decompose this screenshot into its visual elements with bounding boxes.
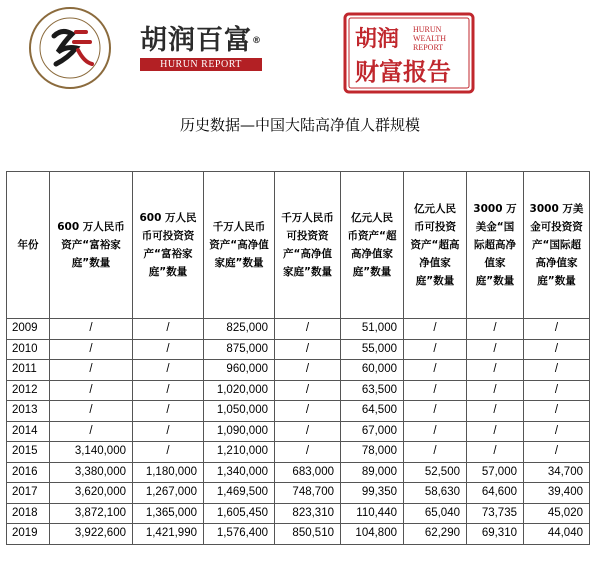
table-cell: 62,290 xyxy=(404,524,467,545)
table-cell: / xyxy=(275,380,341,401)
table-header-row xyxy=(7,172,590,319)
year-cell: 2018 xyxy=(7,503,50,524)
column-header xyxy=(50,172,133,319)
column-header xyxy=(204,172,275,319)
hurun-report-brand-logo xyxy=(140,26,290,76)
table-cell: 960,000 xyxy=(204,360,275,381)
table-row xyxy=(7,462,590,483)
table-cell: 65,040 xyxy=(404,503,467,524)
column-header-label: 千万人民币可投资资产“高净值家庭”数量 xyxy=(281,212,334,278)
table-cell: 1,469,500 xyxy=(204,483,275,504)
table-cell: 99,350 xyxy=(341,483,404,504)
table-row xyxy=(7,380,590,401)
svg-text:HURUN: HURUN xyxy=(413,25,442,34)
column-header-label: 600 万人民币可投资资产“富裕家庭”数量 xyxy=(139,212,197,278)
table-cell: 825,000 xyxy=(204,319,275,340)
table-cell: / xyxy=(133,339,204,360)
column-header-label: 年份 xyxy=(17,239,39,251)
table-cell: 51,000 xyxy=(341,319,404,340)
brand-cn-text: 胡润百富 xyxy=(140,25,252,56)
column-header xyxy=(275,172,341,319)
svg-text:财富报告: 财富报告 xyxy=(355,57,451,86)
table-cell: 104,800 xyxy=(341,524,404,545)
table-cell: 1,421,990 xyxy=(133,524,204,545)
table-cell: 69,310 xyxy=(467,524,524,545)
table-cell: / xyxy=(50,319,133,340)
table-cell: 55,000 xyxy=(341,339,404,360)
column-header xyxy=(467,172,524,319)
table-cell: / xyxy=(404,421,467,442)
table-cell: 1,210,000 xyxy=(204,442,275,463)
table-cell: 1,020,000 xyxy=(204,380,275,401)
table-cell: 64,600 xyxy=(467,483,524,504)
table-cell: / xyxy=(467,421,524,442)
table-cell: 1,340,000 xyxy=(204,462,275,483)
table-cell: 73,735 xyxy=(467,503,524,524)
table-cell: 44,040 xyxy=(524,524,590,545)
table-cell: 3,140,000 xyxy=(50,442,133,463)
table-cell: / xyxy=(275,339,341,360)
table-cell: 3,620,000 xyxy=(50,483,133,504)
table-cell: / xyxy=(275,360,341,381)
table-cell: 1,365,000 xyxy=(133,503,204,524)
table-cell: 1,050,000 xyxy=(204,401,275,422)
table-cell: / xyxy=(133,421,204,442)
table-row xyxy=(7,421,590,442)
table-cell: 45,020 xyxy=(524,503,590,524)
column-header-label: 亿元人民币资产“超高净值家庭”数量 xyxy=(347,212,397,278)
table-cell: / xyxy=(467,380,524,401)
table-cell: / xyxy=(275,401,341,422)
table-cell: / xyxy=(50,339,133,360)
year-cell: 2019 xyxy=(7,524,50,545)
table-row xyxy=(7,442,590,463)
table-cell: / xyxy=(133,380,204,401)
table-cell: / xyxy=(133,401,204,422)
table-cell: / xyxy=(467,319,524,340)
hurun-wealth-report-stamp-logo xyxy=(343,12,475,94)
column-header-label: 3000 万美金可投资资产“国际超高净值家庭”数量 xyxy=(529,203,584,287)
column-header xyxy=(341,172,404,319)
table-cell: 3,922,600 xyxy=(50,524,133,545)
table-cell: / xyxy=(524,401,590,422)
table-cell: 748,700 xyxy=(275,483,341,504)
column-header-label: 600 万人民币资产“富裕家庭”数量 xyxy=(57,221,125,269)
table-cell: 3,380,000 xyxy=(50,462,133,483)
table-cell: / xyxy=(404,442,467,463)
svg-text:REPORT: REPORT xyxy=(413,43,444,52)
brand-en-text: HURUN REPORT xyxy=(140,58,262,71)
svg-text:WEALTH: WEALTH xyxy=(413,34,447,43)
table-cell: / xyxy=(275,442,341,463)
year-cell: 2014 xyxy=(7,421,50,442)
header xyxy=(0,0,600,100)
table-cell: 1,267,000 xyxy=(133,483,204,504)
column-header xyxy=(133,172,204,319)
year-cell: 2009 xyxy=(7,319,50,340)
table-row xyxy=(7,483,590,504)
page-title: 历史数据—中国大陆高净值人群规模 xyxy=(179,116,420,134)
table-cell: / xyxy=(133,360,204,381)
table-cell: 1,090,000 xyxy=(204,421,275,442)
year-cell: 2012 xyxy=(7,380,50,401)
year-cell: 2011 xyxy=(7,360,50,381)
table-cell: / xyxy=(50,401,133,422)
table-cell: 1,180,000 xyxy=(133,462,204,483)
table-cell: / xyxy=(404,360,467,381)
table-cell: / xyxy=(404,339,467,360)
table-cell: / xyxy=(467,442,524,463)
table-cell: / xyxy=(133,442,204,463)
hurun-20th-anniversary-logo xyxy=(14,6,126,90)
table-cell: 52,500 xyxy=(404,462,467,483)
table-cell: / xyxy=(404,319,467,340)
table-cell: / xyxy=(524,319,590,340)
table-cell: / xyxy=(524,360,590,381)
table-cell: 67,000 xyxy=(341,421,404,442)
table-cell: / xyxy=(404,380,467,401)
column-header xyxy=(404,172,467,319)
table-cell: / xyxy=(404,401,467,422)
table-row xyxy=(7,524,590,545)
table-cell: 64,500 xyxy=(341,401,404,422)
table-cell: 60,000 xyxy=(341,360,404,381)
hnw-population-table xyxy=(6,171,590,545)
table-row xyxy=(7,401,590,422)
table-cell: / xyxy=(524,380,590,401)
table-row xyxy=(7,339,590,360)
svg-text:胡润: 胡润 xyxy=(355,26,400,52)
registered-mark: ® xyxy=(252,36,262,46)
table-cell: 63,500 xyxy=(341,380,404,401)
table-cell: 683,000 xyxy=(275,462,341,483)
year-cell: 2016 xyxy=(7,462,50,483)
column-header-label: 3000 万美金“国际超高净值家庭”数量 xyxy=(473,203,517,287)
year-cell: 2015 xyxy=(7,442,50,463)
table-cell: / xyxy=(133,319,204,340)
table-cell: / xyxy=(275,421,341,442)
table-cell: 89,000 xyxy=(341,462,404,483)
table-cell: 57,000 xyxy=(467,462,524,483)
table-row xyxy=(7,360,590,381)
column-header-label: 千万人民币资产“高净值家庭”数量 xyxy=(209,221,269,269)
table-cell: 823,310 xyxy=(275,503,341,524)
table-cell: / xyxy=(524,339,590,360)
table-cell: / xyxy=(50,421,133,442)
table-cell: / xyxy=(50,360,133,381)
table-cell: / xyxy=(467,360,524,381)
table-cell: 58,630 xyxy=(404,483,467,504)
table-cell: 1,576,400 xyxy=(204,524,275,545)
year-cell: 2013 xyxy=(7,401,50,422)
table-cell: 110,440 xyxy=(341,503,404,524)
table-row xyxy=(7,503,590,524)
table-cell: 39,400 xyxy=(524,483,590,504)
table-cell: 3,872,100 xyxy=(50,503,133,524)
table-cell: 875,000 xyxy=(204,339,275,360)
table-cell: / xyxy=(524,442,590,463)
table-cell: / xyxy=(467,339,524,360)
table-body xyxy=(7,319,590,545)
column-header-label: 亿元人民币可投资资产“超高净值家庭”数量 xyxy=(410,203,460,287)
column-header xyxy=(7,172,50,319)
table-cell: / xyxy=(50,380,133,401)
year-cell: 2017 xyxy=(7,483,50,504)
table-cell: 850,510 xyxy=(275,524,341,545)
table-cell: 78,000 xyxy=(341,442,404,463)
table-cell: / xyxy=(524,421,590,442)
table-row xyxy=(7,319,590,340)
column-header xyxy=(524,172,590,319)
table-cell: / xyxy=(467,401,524,422)
year-cell: 2010 xyxy=(7,339,50,360)
table-cell: 34,700 xyxy=(524,462,590,483)
table-cell: 1,605,450 xyxy=(204,503,275,524)
table-cell: / xyxy=(275,319,341,340)
